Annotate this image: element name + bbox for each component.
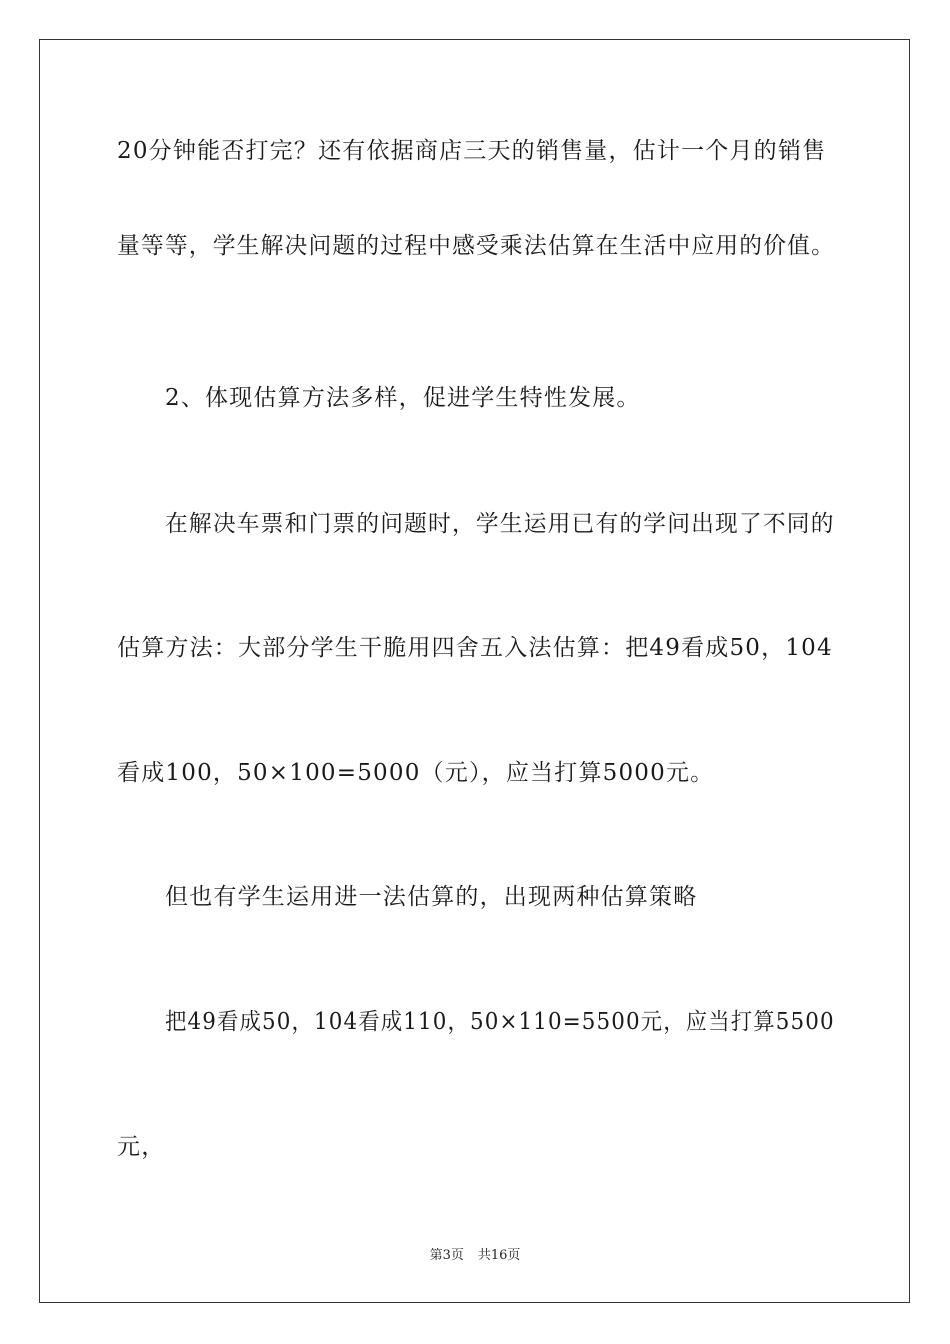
text-line: 把49看成50，104看成110，50×110=5500元，应当打算5500 (165, 1009, 835, 1035)
text-line: 估算方法：大部分学生干脆用四舍五入法估算：把49看成50，104 (117, 635, 833, 661)
page-border (39, 39, 910, 1303)
text-line: 元， (117, 1134, 166, 1160)
page-number: 第3页 (429, 1248, 464, 1263)
page-footer (0, 1247, 950, 1265)
text-line: 2、体现估算方法多样，促进学生特性发展。 (165, 385, 641, 411)
text-line: 20分钟能否打完？还有依据商店三天的销售量，估计一个月的销售 (117, 138, 827, 164)
text-line: 在解决车票和门票的问题时，学生运用已有的学问出现了不同的 (165, 511, 835, 537)
text-line: 但也有学生运用进一法估算的，出现两种估算策略 (165, 884, 698, 910)
page-total: 共16页 (477, 1248, 521, 1263)
text-line: 量等等，学生解决问题的过程中感受乘法估算在生活中应用的价值。 (117, 233, 835, 259)
text-line: 看成100，50×100=5000（元），应当打算5000元。 (117, 760, 715, 786)
